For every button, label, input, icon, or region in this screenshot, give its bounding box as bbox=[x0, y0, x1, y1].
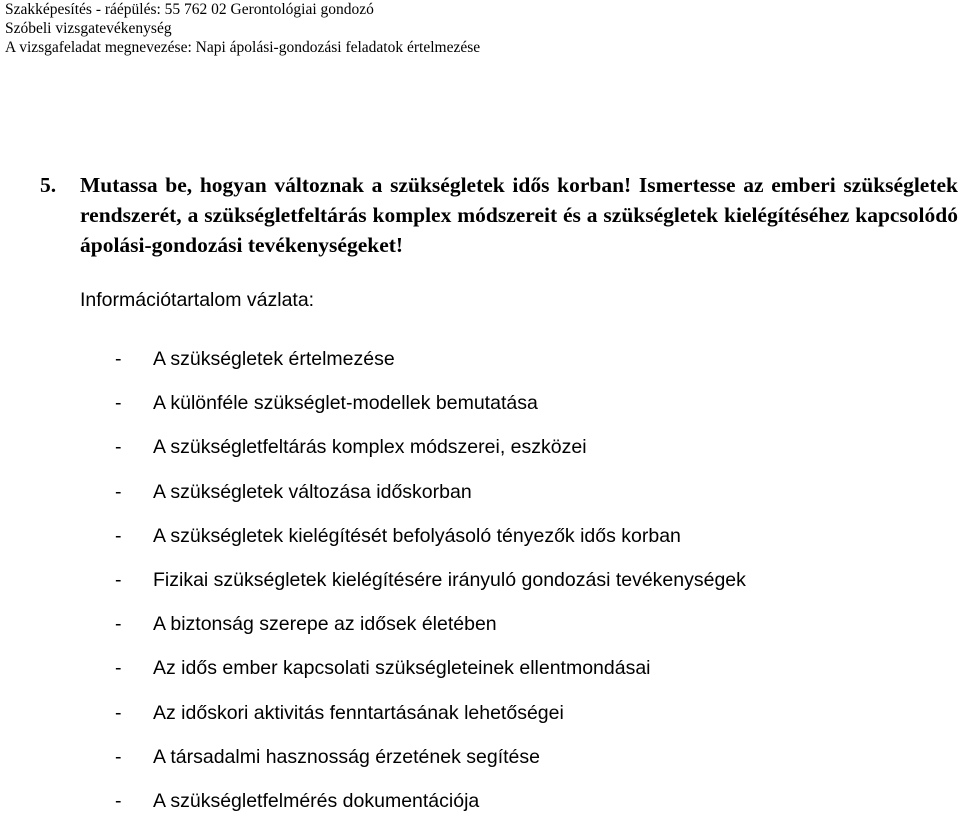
list-bullet: - bbox=[115, 436, 122, 459]
header-exam-activity: Szóbeli vizsgatevékenység bbox=[5, 20, 172, 37]
outline-title: Információtartalom vázlata: bbox=[80, 289, 315, 311]
list-bullet: - bbox=[115, 657, 122, 680]
list-bullet: - bbox=[115, 613, 122, 636]
list-item-text: Fizikai szükségletek kielégítésére irányuló gondozási tevékenységek bbox=[153, 568, 746, 591]
document-header bbox=[5, 0, 480, 57]
question-text: Mutassa be, hogyan változnak a szükségletek idős korban! Ismertesse az emberi szükségletek rendszerét, a szükségletfeltárás komplex módszereit és a szükségletek kielégítéséhez kapcsolódó ápolási-gondozási tevékenységeket! bbox=[80, 173, 958, 257]
exam-question bbox=[40, 170, 958, 260]
list-item-text: A szükségletek kielégítését befolyásoló tényezők idős korban bbox=[153, 524, 681, 547]
list-bullet: - bbox=[115, 789, 122, 812]
list-item-text: A különféle szükséglet-modellek bemutatása bbox=[153, 392, 538, 415]
list-bullet: - bbox=[115, 568, 122, 591]
list-bullet: - bbox=[115, 701, 122, 724]
header-qualification: Szakképesítés - ráépülés: 55 762 02 Gerontológiai gondozó bbox=[5, 1, 374, 18]
list-bullet: - bbox=[115, 480, 122, 503]
list-item-text: A társadalmi hasznosság érzetének segítése bbox=[153, 745, 540, 768]
list-item-text: A szükségletfelmérés dokumentációja bbox=[153, 789, 480, 812]
question-number: 5. bbox=[40, 173, 57, 197]
list-bullet: - bbox=[115, 524, 122, 547]
list-bullet: - bbox=[115, 392, 122, 415]
list-item-text: A szükségletek változása időskorban bbox=[153, 480, 472, 503]
list-item-text: Az időskori aktivitás fenntartásának lehetőségei bbox=[153, 701, 564, 724]
list-item-text: A szükségletfeltárás komplex módszerei, eszközei bbox=[153, 436, 587, 459]
list-item-text: A biztonság szerepe az idősek életében bbox=[153, 613, 497, 636]
list-item-text: A szükségletek értelmezése bbox=[153, 348, 395, 370]
list-item-text: Az idős ember kapcsolati szükségleteinek ellentmondásai bbox=[153, 657, 651, 680]
list-bullet: - bbox=[115, 745, 122, 768]
header-exam-task: A vizsgafeladat megnevezése: Napi ápolási-gondozási feladatok értelmezése bbox=[5, 39, 481, 56]
list-bullet: - bbox=[115, 348, 122, 370]
